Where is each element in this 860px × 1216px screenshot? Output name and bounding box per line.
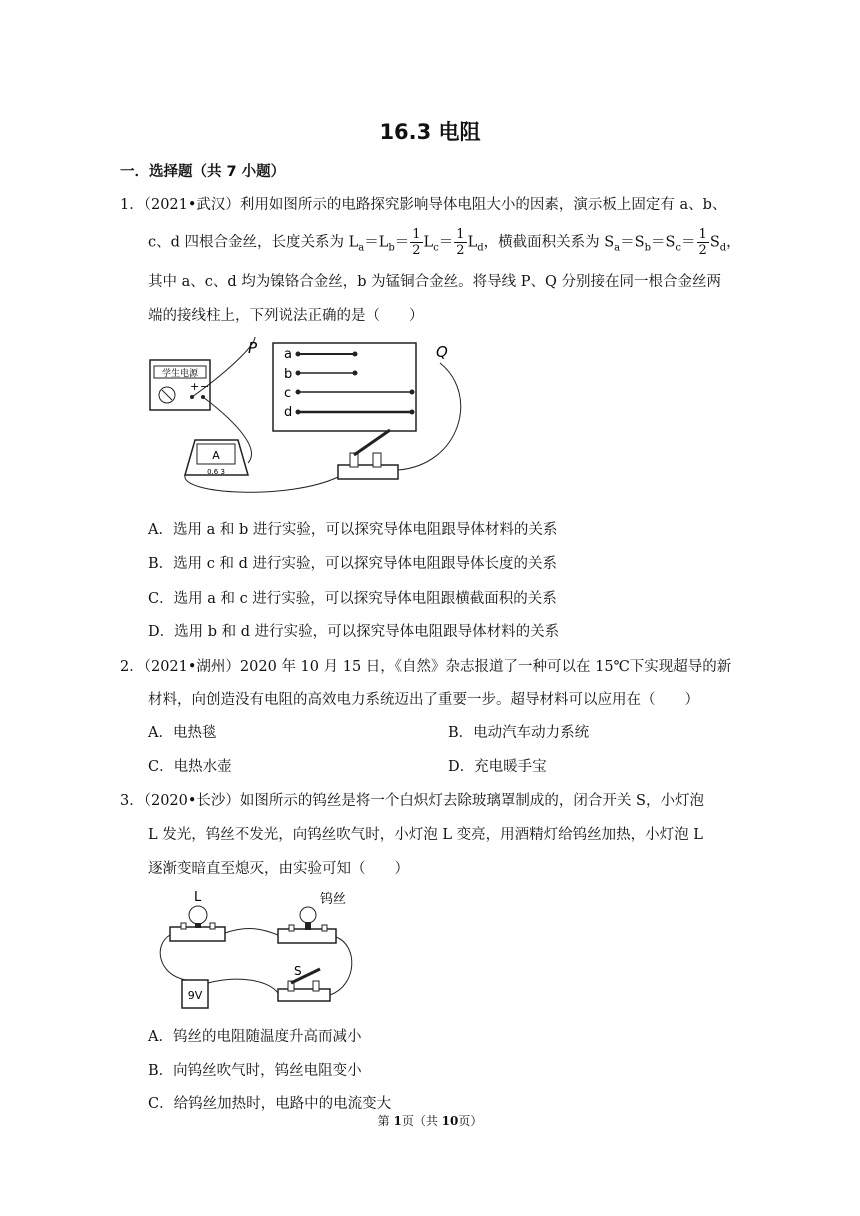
q1-circuit-figure <box>140 335 520 505</box>
svg-text:L: L <box>194 890 202 905</box>
page-footer: 第 1页（共 10页） <box>377 1114 483 1128</box>
svg-text:c: c <box>284 386 292 401</box>
svg-text:a: a <box>284 347 292 362</box>
section-heading: 一．选择题（共 7 小题） <box>120 164 286 180</box>
fraction-half: $\frac{1}{2}$ <box>412 227 421 258</box>
q1-option-d: D．选用 b 和 d 进行实验，可以探究导体电阻跟导体材料的关系 <box>148 624 560 640</box>
q3-option-a: A．钨丝的电阻随温度升高而减小 <box>148 1029 362 1045</box>
q3-option-b: B．向钨丝吹气时，钨丝电阻变小 <box>148 1063 362 1079</box>
tungsten-filament <box>278 892 346 943</box>
fraction-half: $\frac{1}{2}$ <box>698 227 707 258</box>
label-P: P <box>248 339 258 357</box>
switch <box>338 430 398 479</box>
q1-option-b: B．选用 c 和 d 进行实验，可以探究导体电阻跟导体长度的关系 <box>148 556 557 572</box>
q1-line-4: 端的接线柱上，下列说法正确的是（ ） <box>148 308 424 324</box>
current-page: 1 <box>393 1114 402 1128</box>
q2-line-1: 2．（2021•湖州）2020 年 10 月 15 日，《自然》杂志报道了一种可以在 15℃下实现超导的新 <box>120 659 732 675</box>
demo-board <box>273 343 416 431</box>
q3-option-c: C．给钨丝加热时，电路中的电流变大 <box>148 1096 392 1112</box>
q1-line-2: c、d 四根合金丝，长度关系为 $L_a=L_b=$ $\frac{1}{2}$ $L_c=$ $\frac{1}{2}$ $L_d$，横截面积关系为 $S_a=S_b=S_c=$ $\frac{1}{2}$ $S_d$， <box>148 227 741 258</box>
power-supply <box>150 360 210 410</box>
label-Q: Q <box>436 343 448 361</box>
q3-line-1: 3．（2020•长沙）如图所示的钨丝是将一个白炽灯去除玻璃罩制成的，闭合开关 S，小灯泡 <box>120 793 704 809</box>
q1-line-3: 其中 a、c、d 均为镍铬合金丝，b 为锰铜合金丝。将导线 P、Q 分别接在同一根合金丝两 <box>148 274 722 290</box>
q1-option-c: C．选用 a 和 c 进行实验，可以探究导体电阻跟横截面积的关系 <box>148 591 557 607</box>
bulb-L <box>170 890 225 941</box>
svg-text:−: − <box>200 380 210 393</box>
svg-text:S: S <box>294 964 302 978</box>
q3-line-3: 逐渐变暗直至熄灭，由实验可知（ ） <box>148 861 409 877</box>
q2-option-c: C．电热水壶 <box>148 759 232 775</box>
svg-text:A: A <box>212 449 220 462</box>
fraction-half: $\frac{1}{2}$ <box>456 227 465 258</box>
battery-9v <box>182 980 208 1008</box>
svg-text:b: b <box>284 367 293 382</box>
svg-text:9V: 9V <box>187 989 203 1002</box>
page-title: 16.3 电阻 <box>379 120 481 144</box>
ammeter <box>185 440 248 476</box>
q3-line-2: L 发光，钨丝不发光，向钨丝吹气时，小灯泡 L 变亮，用酒精灯给钨丝加热，小灯泡 L <box>148 827 703 843</box>
svg-text:d: d <box>284 405 293 420</box>
q1-line-1: 1．（2021•武汉）利用如图所示的电路探究影响导体电阻大小的因素，演示板上固定有 a、b、 <box>120 197 727 213</box>
q2-option-b: B．电动汽车动力系统 <box>448 725 590 741</box>
q2-option-a: A．电热毯 <box>148 725 217 741</box>
svg-text:+: + <box>190 380 200 393</box>
svg-text:0.6 3: 0.6 3 <box>207 468 225 476</box>
q2-line-2: 材料，向创造没有电阻的高效电力系统迈出了重要一步。超导材料可以应用在（ ） <box>148 692 699 708</box>
switch-S <box>278 964 330 1001</box>
q2-option-d: D．充电暖手宝 <box>448 759 547 775</box>
svg-text:学生电源: 学生电源 <box>161 369 199 379</box>
q1-option-a: A．选用 a 和 b 进行实验，可以探究导体电阻跟导体材料的关系 <box>148 522 558 538</box>
svg-text:钨丝: 钨丝 <box>320 892 347 907</box>
total-pages: 10 <box>441 1114 459 1128</box>
q3-circuit-figure <box>148 885 368 1015</box>
